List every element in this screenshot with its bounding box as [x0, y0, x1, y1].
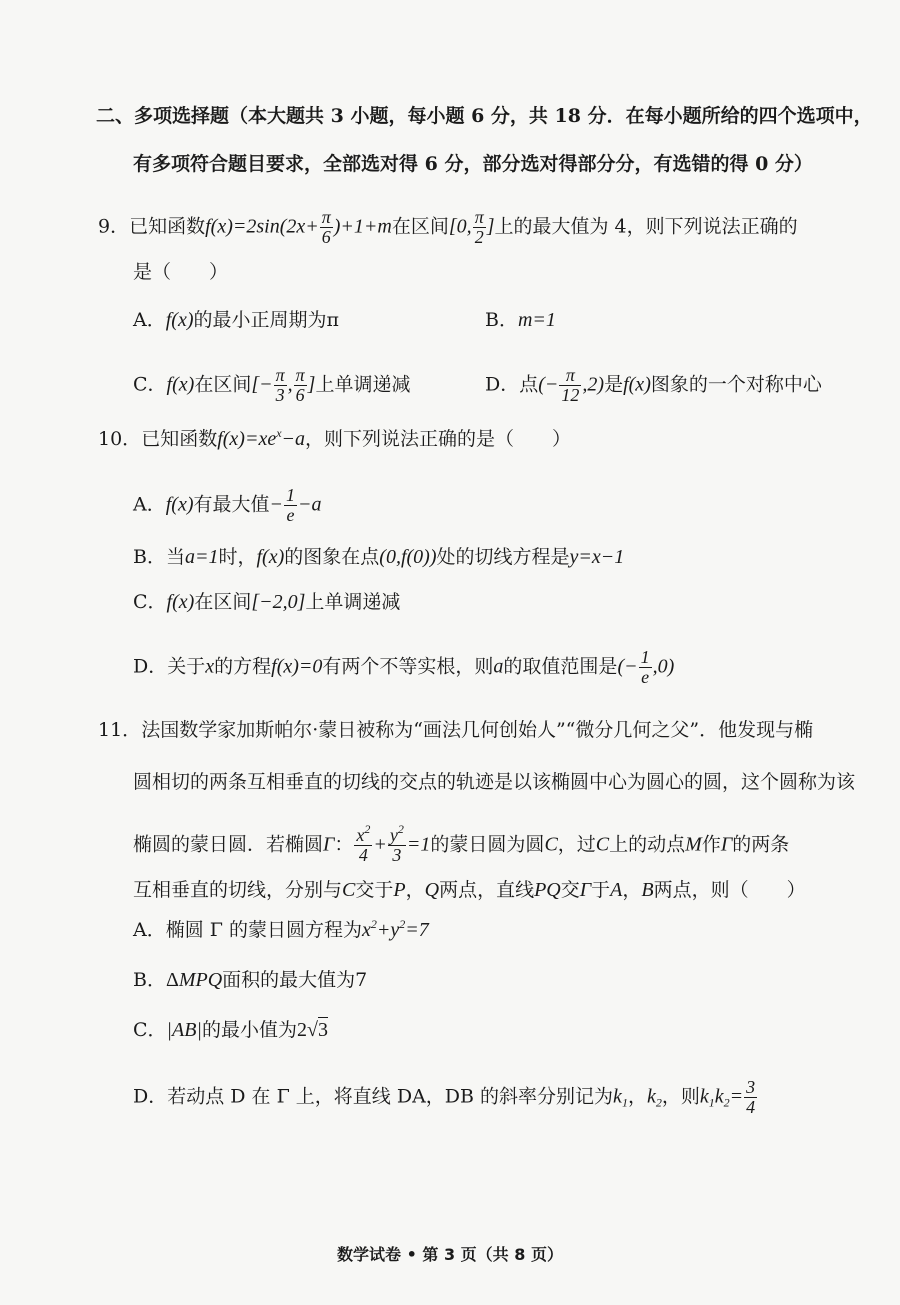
- q9-stem: 9．已知函数f(x)=2sin(2x+ $\frac{\pi}{6}$ )+1+m在区间[0, $\frac{\pi}{2}$ ]上的最大值为 4，则下列说法正确的: [98, 207, 798, 247]
- q9-stem-cont: 是（ ）: [133, 261, 229, 283]
- q11-stem-line4: 互相垂直的切线，分别与C交于P，Q两点，直线PQ交Γ于A，B两点，则（ ）: [133, 879, 806, 901]
- section-heading-cont: 有多项符合题目要求，全部选对得 6 分，部分选对得部分分，有选错的得 0 分）: [133, 153, 813, 175]
- q10-stem: 10．已知函数$f(x)=xe^x-a$，则下列说法正确的是（ ）: [98, 426, 572, 450]
- q10-option-d: D．关于x的方程f(x)=0有两个不等实根，则a的取值范围是(− $\frac{1}{e}$ ,0): [133, 647, 675, 687]
- q10-option-a: A．f(x)有最大值− $\frac{1}{e}$ −a: [133, 485, 322, 525]
- q11-stem: 11．法国数学家加斯帕尔·蒙日被称为“画法几何创始人”“微分几何之父”．他发现与椭: [98, 719, 814, 741]
- q11-stem-line3: 椭圆的蒙日圆．若椭圆Γ： $\frac{x^2}{4}$ + $\frac{y^2}{3}$ =1的蒙日圆为圆C，过C上的动点M作Γ的两条: [133, 822, 790, 865]
- q11-option-c: C．|AB|的最小值为2√3: [133, 1019, 328, 1041]
- section-heading: 二、多项选择题（本大题共 3 小题，每小题 6 分，共 18 分．在每小题所给的四个选项中，: [96, 105, 873, 127]
- page-footer: 数学试卷 • 第 3 页（共 8 页）: [337, 1245, 563, 1264]
- q11-option-d: D．若动点 D 在 Γ 上，将直线 DA，DB 的斜率分别记为$k_1$，$k_2$，则$k_1k_2=$ $\frac{3}{4}$: [133, 1077, 756, 1117]
- q11-stem-line2: 圆相切的两条互相垂直的切线的交点的轨迹是以该椭圆中心为圆心的圆，这个圆称为该: [133, 771, 856, 793]
- q9-option-b: B．m=1: [485, 309, 556, 331]
- q11-option-a: A．椭圆 Γ 的蒙日圆方程为$x^2+y^2=7$: [133, 917, 429, 941]
- q9-option-c: C．f(x)在区间[− $\frac{\pi}{3}$ , $\frac{\pi}{6}$ ]上单调递减: [133, 365, 411, 405]
- q9-option-d: D．点(− $\frac{\pi}{12}$ ,2)是f(x)图象的一个对称中心: [485, 365, 822, 405]
- q11-option-b: B．ΔMPQ面积的最大值为7: [133, 969, 368, 991]
- q9-option-a: A．f(x)的最小正周期为π: [133, 309, 339, 331]
- q10-option-c: C．f(x)在区间[−2,0]上单调递减: [133, 591, 401, 613]
- q10-option-b: B．当a=1时，f(x)的图象在点(0,f(0))处的切线方程是y=x−1: [133, 546, 625, 568]
